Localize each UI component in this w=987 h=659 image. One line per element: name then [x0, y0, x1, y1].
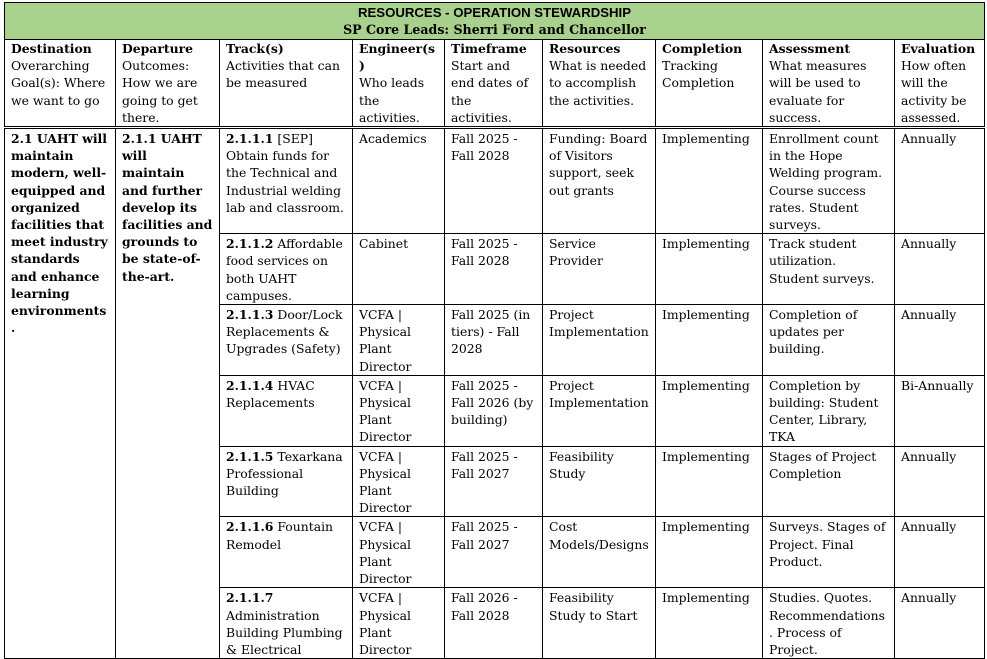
- header-label: Completion: [662, 41, 743, 56]
- evaluation-cell: Annually: [895, 305, 985, 376]
- table-row: [5, 128, 985, 234]
- engineer-cell: Academics: [353, 128, 445, 234]
- header-row: [5, 40, 985, 128]
- header-completion: [656, 40, 763, 128]
- resources-cell: Cost Models/Designs: [543, 517, 656, 588]
- table-title: RESOURCES - OPERATION STEWARDSHIP: [357, 5, 632, 20]
- timeframe-cell: Fall 2025 - Fall 2026 (by building): [445, 375, 543, 446]
- track-cell: [220, 375, 353, 446]
- header-label: Timeframe: [451, 41, 527, 56]
- header-destination: [5, 40, 116, 128]
- track-text: [SEP] Obtain funds for the Technical and Industrial welding lab and classroom.: [226, 131, 344, 215]
- track-id: 2.1.1.2: [226, 236, 274, 252]
- evaluation-cell: Annually: [895, 234, 985, 305]
- track-id: 2.1.1.4: [226, 377, 274, 393]
- header-label: Departure: [122, 41, 193, 56]
- header-evaluation: [895, 40, 985, 128]
- track-text: HVAC Replacements: [226, 377, 315, 411]
- assessment-cell: Track student utilization. Student surveys.: [763, 234, 895, 305]
- completion-cell: Implementing: [656, 128, 763, 234]
- resources-cell: Project Implementation: [543, 305, 656, 376]
- track-text: Door/Lock Replacements & Upgrades (Safety): [226, 307, 343, 357]
- timeframe-cell: Fall 2025 - Fall 2028: [445, 234, 543, 305]
- track-cell: [220, 446, 353, 517]
- evaluation-cell: Annually: [895, 128, 985, 234]
- evaluation-cell: Annually: [895, 446, 985, 517]
- stewardship-document: [4, 2, 984, 659]
- engineer-cell: VCFA | Physical Plant Director: [353, 517, 445, 588]
- evaluation-cell: Annually: [895, 517, 985, 588]
- resources-cell: Feasibility Study to Start: [543, 588, 656, 659]
- engineer-cell: VCFA | Physical Plant Director: [353, 446, 445, 517]
- table-subtitle: SP Core Leads: Sherri Ford and Chancellor: [343, 22, 646, 37]
- evaluation-cell: Annually: [895, 588, 985, 659]
- resources-cell: Funding: Board of Visitors support, seek out grants: [543, 128, 656, 234]
- resources-cell: Feasibility Study: [543, 446, 656, 517]
- header-resources: [543, 40, 656, 128]
- table-title-cell: [5, 3, 985, 40]
- track-cell: [220, 588, 353, 659]
- header-sub: Outcomes: How we are going to get there.: [122, 58, 198, 125]
- header-sub: Tracking Completion: [662, 58, 735, 91]
- assessment-cell: Completion of updates per building.: [763, 305, 895, 376]
- track-text: Affordable food services on both UAHT campuses.: [226, 236, 343, 303]
- track-id: 2.1.1.6: [226, 519, 274, 535]
- completion-cell: Implementing: [656, 305, 763, 376]
- header-sub: Who leads the activities.: [359, 75, 425, 125]
- header-assessment: [763, 40, 895, 128]
- completion-cell: Implementing: [656, 446, 763, 517]
- resources-cell: Service Provider: [543, 234, 656, 305]
- engineer-cell: Cabinet: [353, 234, 445, 305]
- track-id: 2.1.1.7: [226, 590, 274, 606]
- assessment-cell: Stages of Project Completion: [763, 446, 895, 517]
- timeframe-cell: Fall 2026 - Fall 2028: [445, 588, 543, 659]
- track-cell: [220, 128, 353, 234]
- completion-cell: Implementing: [656, 375, 763, 446]
- assessment-cell: Enrollment count in the Hope Welding program. Course success rates. Student surveys.: [763, 128, 895, 234]
- track-id: 2.1.1.3: [226, 307, 274, 323]
- header-engineer: [353, 40, 445, 128]
- goal-cell: 2.1 UAHT will maintain modern, well-equipped and organized facilities that meet industry standards and enhance learning environments.: [5, 128, 116, 659]
- timeframe-cell: Fall 2025 (in tiers) - Fall 2028: [445, 305, 543, 376]
- header-timeframe: [445, 40, 543, 128]
- assessment-cell: Studies. Quotes. Recommendations. Process of Project.: [763, 588, 895, 659]
- title-row: [5, 3, 985, 40]
- engineer-cell: VCFA | Physical Plant Director: [353, 375, 445, 446]
- track-text: Texarkana Professional Building: [226, 448, 343, 499]
- track-cell: [220, 234, 353, 305]
- header-departure: [116, 40, 220, 128]
- stewardship-table: [4, 2, 985, 659]
- timeframe-cell: Fall 2025 - Fall 2027: [445, 517, 543, 588]
- header-sub: Activities that can be measured: [226, 58, 340, 91]
- track-text: Administration Building Plumbing & Electrical: [226, 607, 343, 657]
- completion-cell: Implementing: [656, 588, 763, 659]
- outcome-cell: 2.1.1 UAHT will maintain and further develop its facilities and grounds to be state-of-the-art.: [116, 128, 220, 659]
- assessment-cell: Surveys. Stages of Project. Final Product.: [763, 517, 895, 588]
- completion-cell: Implementing: [656, 517, 763, 588]
- track-cell: [220, 305, 353, 376]
- engineer-cell: VCFA | Physical Plant Director: [353, 305, 445, 376]
- track-cell: [220, 517, 353, 588]
- header-label: Destination: [11, 41, 92, 56]
- header-sub: What is needed to accomplish the activities.: [549, 58, 647, 108]
- track-id: 2.1.1.5: [226, 448, 274, 464]
- header-sub: How often will the activity be assessed.: [901, 58, 967, 125]
- header-label: Track(s): [226, 41, 284, 56]
- track-text: Fountain Remodel: [226, 519, 334, 552]
- completion-cell: Implementing: [656, 234, 763, 305]
- timeframe-cell: Fall 2025 - Fall 2027: [445, 446, 543, 517]
- track-id: 2.1.1.1: [226, 131, 274, 147]
- header-label: Assessment: [769, 41, 851, 56]
- assessment-cell: Completion by building: Student Center, Library, TKA: [763, 375, 895, 446]
- header-tracks: [220, 40, 353, 128]
- header-label: Engineer(s): [359, 41, 435, 74]
- timeframe-cell: Fall 2025 - Fall 2028: [445, 128, 543, 234]
- header-sub: Start and end dates of the activities.: [451, 58, 529, 125]
- resources-cell: Project Implementation: [543, 375, 656, 446]
- evaluation-cell: Bi-Annually: [895, 375, 985, 446]
- header-label: Evaluation: [901, 41, 976, 56]
- header-sub: Overarching Goal(s): Where we want to go: [11, 58, 106, 108]
- engineer-cell: VCFA | Physical Plant Director: [353, 588, 445, 659]
- header-sub: What measures will be used to evaluate for success.: [769, 58, 867, 125]
- header-label: Resources: [549, 41, 621, 56]
